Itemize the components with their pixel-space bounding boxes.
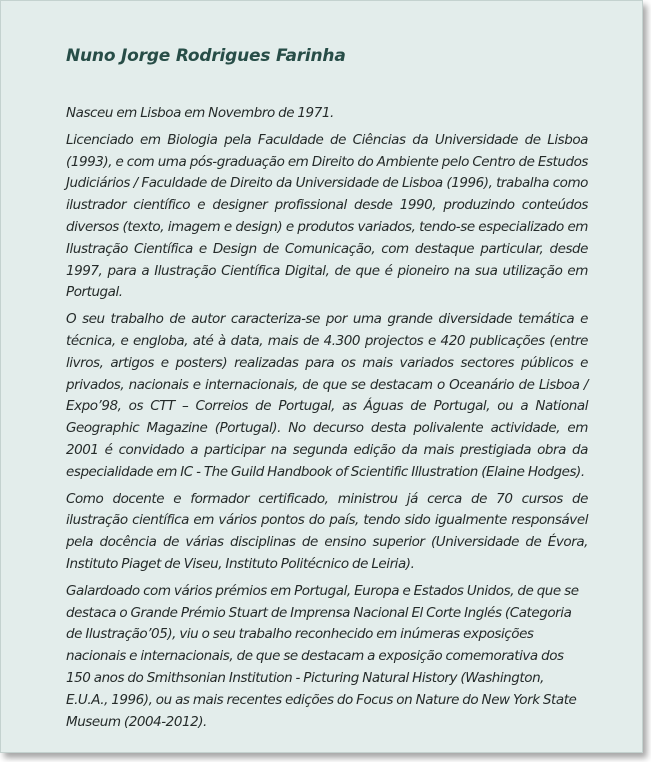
paragraph-education: Licenciado em Biologia pela Faculdade de Ciências da Universidade de Lisboa (1993), e com uma pós-graduação em Direito do Ambiente pelo Centro de Estudos Judiciários / Faculdade de Direito da Universidade de Lisboa (1996), trabalha como ilustrador científico e designer profissional desde 1990, produzindo conteúdos diversos (texto, imagem e design) e produtos variados, tendo-se especializado em Ilustração Científica e Design de Comunicação, com destaque particular, desde 1997, para a Ilustração Científica Digital, de que é pioneiro na sua utilização em Portugal. <box>66 131 588 301</box>
biography-content <box>66 41 588 738</box>
paragraph-awards: Galardoado com vários prémios em Portugal, Europa e Estados Unidos, de que se destaca o Grande Prémio Stuart de Imprensa Nacional El Corte Inglés (Categoria de Ilustração’05), viu o seu trabalho reconhecido em inúmeras exposições nacionais e internacionais, de que se destacam a exposição comemorativa dos 150 anos do Smithsonian Institution - Picturing Natural History (Washington, E.U.A., 1996), ou as mais recentes edições do Focus on Nature do New York State Museum (2004-2012). <box>66 582 579 730</box>
page-title: Nuno Jorge Rodrigues Farinha <box>66 46 346 66</box>
paragraph-birth: Nasceu em Lisboa em Novembro de 1971. <box>66 105 334 121</box>
paragraph-work: O seu trabalho de autor caracteriza-se por uma grande diversidade temática e técnica, e engloba, até à data, mais de 4.300 projectos e 420 publicações (entre livros, artigos e posters) realizadas para os mais variados sectores públicos e privados, nacionais e internacionais, de que se destacam o Oceanário de Lisboa / Expo’98, os CTT – Correios de Portugal, as Águas de Portugal, ou a National Geographic Magazine (Portugal). No decurso desta polivalente actividade, em 2001 é convidado a participar na segunda edição da mais prestigiada obra da especialidade em IC - The Guild Handbook of Scientific Illustration (Elaine Hodges). <box>66 311 588 480</box>
paragraph-teaching: Como docente e formador certificado, ministrou já cerca de 70 cursos de ilustração científica em vários pontos do país, tendo sido igualmente responsável pela docência de várias disciplinas de ensino superior (Universidade de Évora, Instituto Piaget de Viseu, Instituto Politécnico de Leiria). <box>66 490 588 572</box>
